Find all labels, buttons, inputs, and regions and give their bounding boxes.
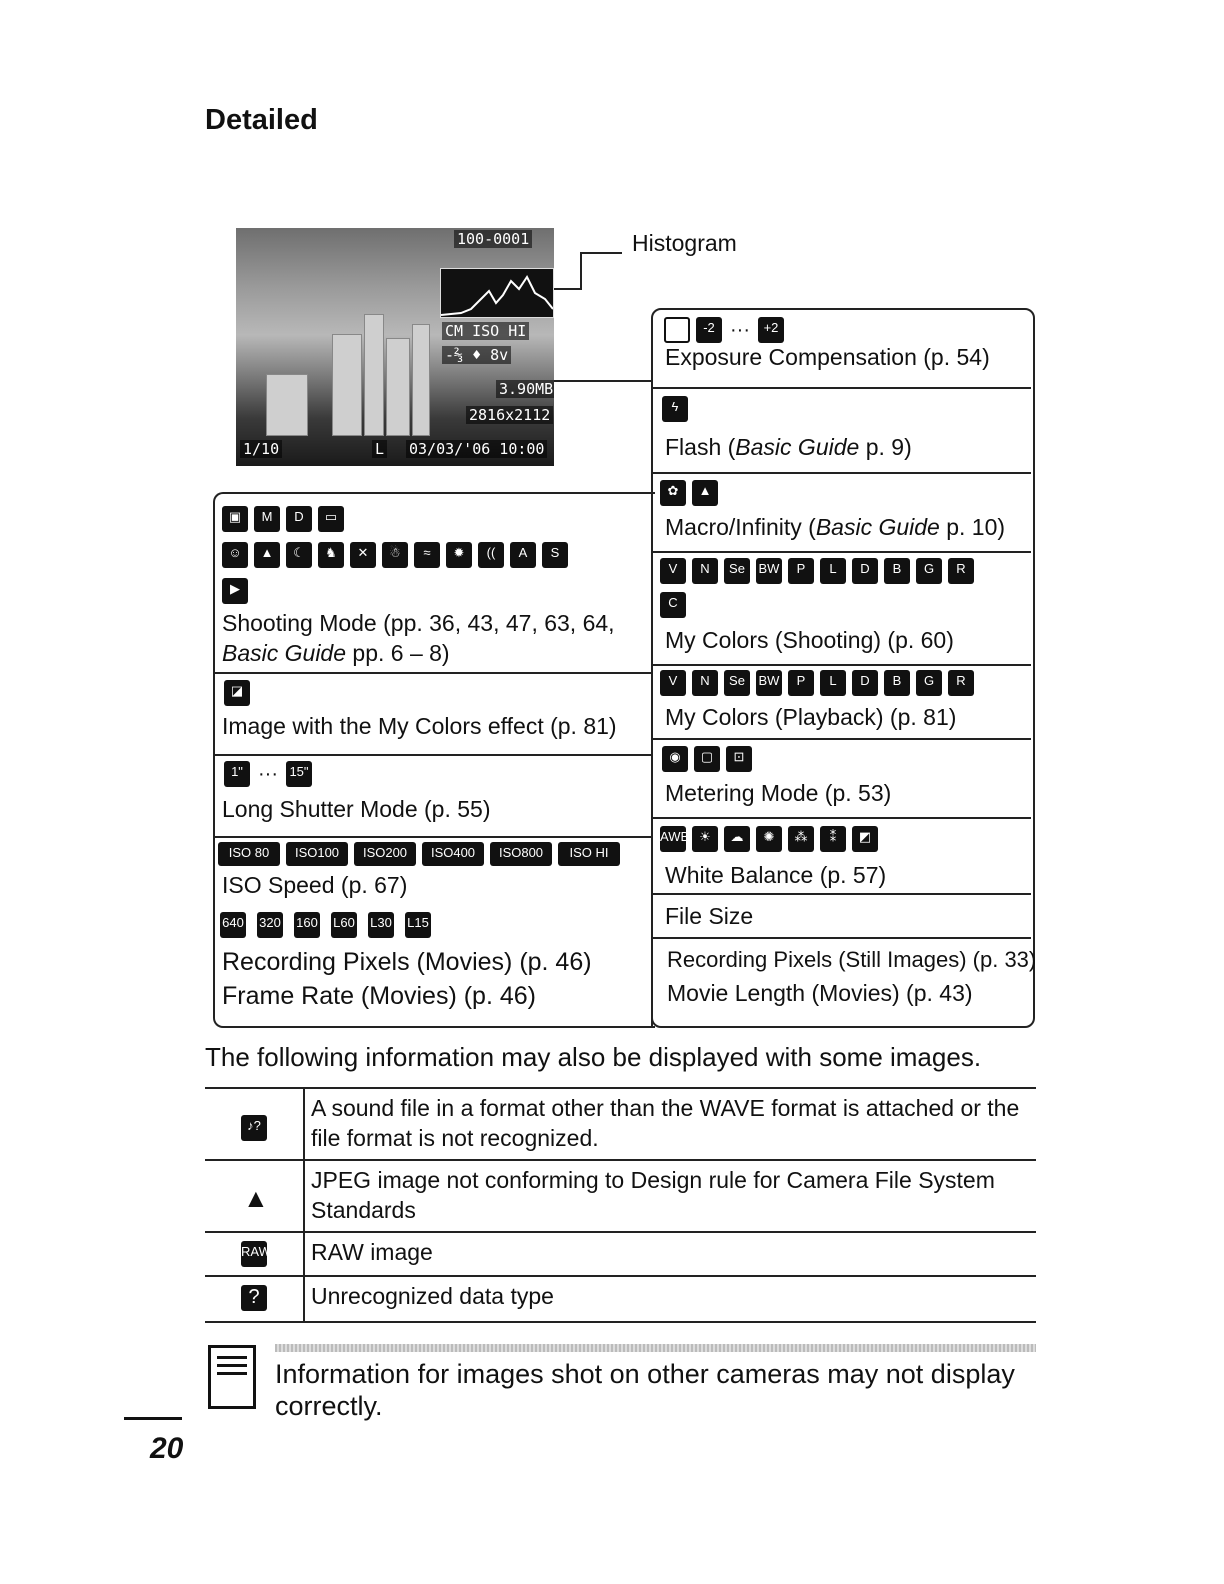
infinity-icon: ▲ <box>692 480 718 506</box>
note-divider <box>275 1344 1036 1352</box>
row-divider <box>653 664 1031 666</box>
flash-icons <box>662 396 688 422</box>
my-colors-icon: V <box>660 558 686 584</box>
movie-l30-icon: L30 <box>368 912 394 938</box>
white-balance-label: White Balance (p. 57) <box>665 862 887 888</box>
note-text: Information for images shot on other cameras may not display correctly. <box>275 1359 1015 1421</box>
row-divider <box>215 836 652 838</box>
movie-l15-icon: L15 <box>405 912 431 938</box>
recording-pixels-still-label: Recording Pixels (Still Images) (p. 33) <box>667 947 1037 972</box>
spot-metering-icon: ⊡ <box>726 746 752 772</box>
night-icon: ☾ <box>286 542 312 568</box>
fluorescent-h-icon: ⁑ <box>820 826 846 852</box>
my-colors-playback-label: My Colors (Playback) (p. 81) <box>665 704 957 730</box>
row-divider <box>653 738 1031 740</box>
leader-line <box>554 288 582 290</box>
file-size-label: File Size <box>665 903 754 929</box>
building-shape <box>386 338 410 436</box>
fluorescent-icon: ⁂ <box>788 826 814 852</box>
note-icon <box>208 1345 256 1409</box>
portrait-icon: ☺ <box>222 542 248 568</box>
shooting-mode-label-line2: Basic Guide pp. 6 – 8) <box>222 640 450 666</box>
kids-pets-icon: ♞ <box>318 542 344 568</box>
row-divider <box>653 551 1031 553</box>
my-colors-icon: B <box>884 558 910 584</box>
digital-macro-icon: D <box>286 506 312 532</box>
my-colors-icon: Se <box>724 670 750 696</box>
flash-label: Flash (Basic Guide p. 9) <box>665 434 912 460</box>
building-shape <box>332 334 362 436</box>
row-divider <box>653 817 1031 819</box>
shooting-mode-label: Shooting Mode (pp. 36, 43, 47, 63, 64, <box>222 610 615 636</box>
awb-icon: AWB <box>660 826 686 852</box>
iso-100-icon: ISO100 <box>286 842 348 866</box>
snow-icon: ☃ <box>382 542 408 568</box>
my-colors-effect-icon: ◪ <box>224 680 250 706</box>
raw-icon: RAW <box>241 1241 267 1267</box>
indoor-icon: ✕ <box>350 542 376 568</box>
unknown-icon: ? <box>241 1285 267 1311</box>
table-row <box>205 1087 1036 1161</box>
my-colors-icon: G <box>916 670 942 696</box>
manual-mode-icon: M <box>254 506 280 532</box>
quality-readout: L <box>372 440 387 458</box>
leader-line <box>554 380 652 382</box>
movie-160-icon: 160 <box>294 912 320 938</box>
my-colors-shooting-icons <box>660 558 974 584</box>
movie-mode-icon: ▶ <box>222 578 248 604</box>
leader-line <box>580 252 582 290</box>
long-shutter-label: Long Shutter Mode (p. 55) <box>222 796 491 822</box>
metering-label: Metering Mode (p. 53) <box>665 780 892 806</box>
movie-640-icon: 640 <box>220 912 246 938</box>
table-cell-text: A sound file in a format other than the WAVE format is attached or the <box>311 1095 1020 1121</box>
iso-800-icon: ISO800 <box>490 842 552 866</box>
datetime-readout: 03/03/'06 10:00 <box>406 440 547 458</box>
my-colors-icon: V <box>660 670 686 696</box>
intro-paragraph: The following information may also be displayed with some images. <box>205 1042 982 1072</box>
building-shape <box>364 314 384 436</box>
white-balance-icons <box>660 826 878 852</box>
fireworks-icon: ✹ <box>446 542 472 568</box>
color-swap-icon: S <box>542 542 568 568</box>
column-divider <box>651 492 653 1026</box>
landscape-icon: ▲ <box>254 542 280 568</box>
page-heading: Detailed <box>205 104 318 136</box>
daylight-icon: ☀ <box>692 826 718 852</box>
my-colors-custom-icons <box>660 592 686 618</box>
my-colors-icon: N <box>692 558 718 584</box>
macro-icons <box>660 480 718 506</box>
my-colors-icon: L <box>820 558 846 584</box>
table-divider <box>303 1089 305 1161</box>
table-cell-text: RAW image <box>311 1239 433 1265</box>
shooting-mode-icons-row2 <box>222 542 568 568</box>
movie-length-label: Movie Length (Movies) (p. 43) <box>667 980 973 1006</box>
my-colors-icon: R <box>948 670 974 696</box>
table-divider <box>303 1277 305 1321</box>
iso-80-icon: ISO 80 <box>218 842 280 866</box>
table-row <box>205 1231 1036 1277</box>
sound-file-icon: ♪? <box>241 1115 267 1141</box>
my-colors-icon: D <box>852 558 878 584</box>
underwater-icon: (( <box>478 542 504 568</box>
row-divider <box>215 672 652 674</box>
file-number-readout: 100-0001 <box>454 230 532 248</box>
histogram-callout: Histogram <box>632 230 737 256</box>
range-dots: ··· <box>730 319 750 341</box>
row-divider <box>215 754 652 756</box>
center-weighted-metering-icon: ▢ <box>694 746 720 772</box>
iso-icons <box>218 842 620 866</box>
macro-label: Macro/Infinity (Basic Guide p. 10) <box>665 514 1006 540</box>
my-colors-icon: R <box>948 558 974 584</box>
my-colors-icon: BW <box>756 558 782 584</box>
flash-icon: ϟ <box>662 396 688 422</box>
macro-icon: ✿ <box>660 480 686 506</box>
shooting-mode-icons-row3 <box>222 578 248 604</box>
my-colors-icon: Se <box>724 558 750 584</box>
range-dots: ··· <box>258 763 278 785</box>
row-divider <box>653 472 1031 474</box>
table-divider <box>303 1161 305 1233</box>
table-cell-text: Standards <box>311 1197 416 1223</box>
exposure-plus-icon: +2 <box>758 317 784 343</box>
iso-200-icon: ISO200 <box>354 842 416 866</box>
camera-screen-illustration <box>236 228 554 466</box>
table-cell-text: file format is not recognized. <box>311 1125 599 1151</box>
movie-pixels-icons <box>220 912 431 938</box>
my-colors-icon: BW <box>756 670 782 696</box>
my-colors-icon: P <box>788 670 814 696</box>
my-colors-icon: D <box>852 670 878 696</box>
mode-readout: CM ISO HI <box>442 322 529 340</box>
my-colors-icon: P <box>788 558 814 584</box>
custom-wb-icon: ◩ <box>852 826 878 852</box>
exposure-comp-icon <box>664 317 690 343</box>
exposure-minus-icon: -2 <box>696 317 722 343</box>
table-cell-text: JPEG image not conforming to Design rule for Camera File System <box>311 1167 995 1193</box>
table-row <box>205 1275 1036 1323</box>
shutter-1s-icon: 1" <box>224 761 250 787</box>
building-shape <box>412 324 430 436</box>
exposure-icons <box>664 317 784 343</box>
evaluative-metering-icon: ◉ <box>662 746 688 772</box>
my-colors-effect-icons <box>224 680 250 706</box>
iso-hi-icon: ISO HI <box>558 842 620 866</box>
metering-icons <box>662 746 752 772</box>
color-accent-icon: A <box>510 542 536 568</box>
movie-320-icon: 320 <box>257 912 283 938</box>
warning-icon: ▲ <box>243 1183 269 1213</box>
leader-line <box>580 252 622 254</box>
histogram-curve <box>441 269 553 317</box>
shooting-mode-icons-row1 <box>222 506 344 532</box>
resolution-readout: 2816x2112 <box>466 406 553 424</box>
table-divider <box>303 1233 305 1277</box>
cloudy-icon: ☁ <box>724 826 750 852</box>
stitch-assist-icon: ▭ <box>318 506 344 532</box>
iso-speed-label: ISO Speed (p. 67) <box>222 872 408 898</box>
beach-icon: ≈ <box>414 542 440 568</box>
long-shutter-icons <box>224 761 312 787</box>
my-colors-icon: C <box>660 592 686 618</box>
movie-l60-icon: L60 <box>331 912 357 938</box>
exposure-comp-label: Exposure Compensation (p. 54) <box>665 344 990 370</box>
my-colors-icon: G <box>916 558 942 584</box>
table-row <box>205 1159 1036 1233</box>
my-colors-playback-icons <box>660 670 974 696</box>
row-divider <box>653 937 1031 939</box>
shutter-readout: 1/10 <box>240 440 282 458</box>
page-number-rule <box>124 1417 182 1420</box>
tungsten-icon: ✺ <box>756 826 782 852</box>
my-colors-icon: B <box>884 670 910 696</box>
auto-mode-icon: ▣ <box>222 506 248 532</box>
recording-pixels-movies-label: Recording Pixels (Movies) (p. 46) <box>222 948 592 976</box>
frame-rate-label: Frame Rate (Movies) (p. 46) <box>222 982 536 1010</box>
table-cell-text: Unrecognized data type <box>311 1283 554 1309</box>
iso-400-icon: ISO400 <box>422 842 484 866</box>
building-shape <box>266 374 308 436</box>
histogram-graph <box>440 268 554 318</box>
settings-readout: -⅔ ♦ 8v <box>442 346 511 364</box>
row-divider <box>653 893 1031 895</box>
my-colors-icon: L <box>820 670 846 696</box>
row-divider <box>653 387 1031 389</box>
my-colors-effect-label: Image with the My Colors effect (p. 81) <box>222 713 617 739</box>
my-colors-icon: N <box>692 670 718 696</box>
file-size-readout: 3.90MB <box>496 380 554 398</box>
my-colors-shooting-label: My Colors (Shooting) (p. 60) <box>665 627 954 653</box>
page-number: 20 <box>150 1432 184 1465</box>
shutter-15s-icon: 15" <box>286 761 312 787</box>
